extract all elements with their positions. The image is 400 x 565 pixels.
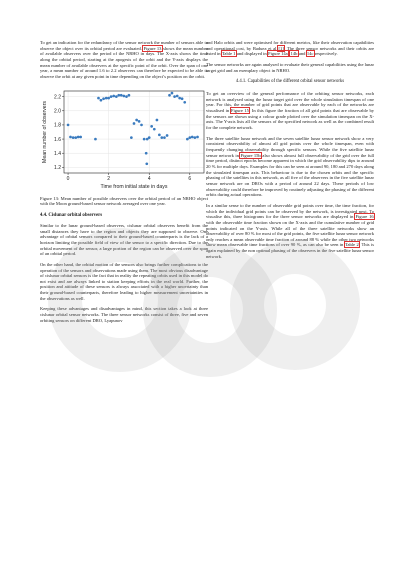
data-point — [74, 136, 77, 139]
data-point — [97, 96, 100, 99]
y-tick-label: 2.2 — [54, 93, 61, 100]
left-column — [40, 40, 208, 328]
data-point — [72, 136, 75, 139]
y-axis-label: Mean number of observers — [42, 100, 48, 163]
paragraph: On the other hand, the orbital motion of the sensors also brings further complications to the operation of the sensors and observations made using them. The most obvious disadvantage of cislunar orbital sensors is the fact that in reality the repeating orbits used in this model do not exist and are always linked to station keeping efforts in the real world. Further, the position and attitude of these sensors is always associated with a higher uncertainty than their ground-based counterparts, therefore leading to higher measurement uncertainties in the observations as well. — [40, 261, 208, 301]
text: , — [287, 51, 290, 57]
data-point — [183, 101, 186, 104]
right-column — [206, 40, 374, 264]
text: . In this figure the fraction of all grid points that are observable by the sensors are shown using a colour grade plotted over the simulation timespan on the X-axis. The Y-axis lists all the sensors of the specified network as well as the combined result for the complete network. — [206, 108, 375, 131]
figure-reference-link[interactable]: Figure 14a — [268, 51, 288, 57]
section-heading: 4.4. Cislunar orbital observers — [40, 212, 103, 218]
paragraph — [40, 40, 208, 80]
figure-caption: Figure 13: Mean number of possible observers over the orbital period of an NRHO object with the Moon ground-based sensor network averaged over one year. — [40, 195, 208, 207]
text: respectively. — [314, 51, 338, 57]
data-point — [105, 96, 108, 99]
y-tick-label: 1.2 — [54, 164, 61, 171]
data-point — [160, 136, 163, 139]
paragraph: The sensor networks are again analysed to evaluate their general capabilities using the lunar target grid and an exemplary object in NRHO. — [206, 61, 374, 73]
observers-scatter-chart — [40, 85, 208, 193]
plot-frame — [64, 91, 204, 173]
text: and Halo orbits and were optimised for different metrics, like their observation capabilities and operational cost, by Baduea et al — [206, 40, 374, 51]
data-point — [178, 96, 181, 99]
figure-reference-link[interactable]: 14c — [306, 51, 314, 57]
data-point — [153, 127, 156, 130]
text: The three satellite lunar network and the seven satellite lunar sensor network show a very consistent observability of almost all grid points over the whole timespan, even with frequently changing observability through specific sensors. While the five satellite lunar sensor network in — [206, 135, 374, 158]
data-point — [100, 98, 103, 101]
data-point — [191, 135, 194, 138]
data-point — [143, 137, 146, 140]
table-reference-link[interactable]: Table 1 — [221, 51, 236, 57]
data-point — [140, 123, 143, 126]
text: and displayed in — [236, 51, 267, 57]
data-point — [188, 136, 191, 139]
data-point — [186, 137, 189, 140]
data-point — [94, 137, 97, 140]
data-point — [181, 97, 184, 100]
data-point — [166, 134, 169, 137]
figure-reference-link[interactable]: 14b — [290, 51, 298, 57]
y-tick-label: 1.6 — [54, 136, 61, 143]
data-point — [69, 135, 72, 138]
y-tick-label: 2.0 — [54, 108, 61, 115]
data-point — [171, 91, 174, 94]
x-tick-label: 6 — [188, 175, 192, 182]
paragraph — [206, 203, 374, 260]
subsection-heading: 4.4.1. Capabilities of the different orbital sensor networks — [235, 79, 345, 85]
paragraph: Similar to the lunar ground-based observers, cislunar orbital observers benefit from the small distances they have to the region and objects they are supposed to observe. One advantage of orbital sensors compared to their ground-based counterparts is the lack of a horizon limiting the possible field of view of the sensor to a specific direction. Due to the orbital movement of the sensor, a large portion of the region can be observed over the span of an orbital period. — [40, 222, 208, 257]
data-point — [150, 125, 153, 128]
x-tick-label: 4 — [147, 175, 151, 182]
text: with the observable time fraction shown on the X-axis and the cumulative number of grid points indicated on the Y-axis. While all of the three satellite networks show an observability of over 80 % for most of the grid points, the five satellite lunar sensor network only reaches a mean observable time fraction of around 88 % while the other two networks show mean observable time fractions of over 90 %, as can also be seen in — [206, 219, 374, 248]
data-point — [145, 162, 148, 165]
data-point — [110, 95, 113, 98]
paragraph — [206, 40, 374, 57]
data-point — [123, 94, 126, 97]
figure-13 — [40, 85, 208, 193]
text: To get an overview of the general performance of the orbiting sensor networks, each network is analysed using the lunar target grid over the whole simulation timespan of one year. For this, the number of grid points that are observable by each of the networks are visualised in — [206, 91, 374, 114]
data-point — [194, 136, 197, 139]
data-point — [77, 135, 80, 138]
text: To get an indication for the redundancy of the sensor network the number of sensors able to observe the object over its orbital period are evaluated. — [40, 40, 208, 51]
data-point — [148, 136, 151, 139]
data-point — [138, 120, 141, 123]
table-reference-link[interactable]: Table 2 — [345, 242, 359, 248]
data-point — [196, 135, 199, 138]
data-point — [107, 96, 110, 99]
data-point — [163, 136, 166, 139]
paragraph — [206, 91, 374, 131]
data-point — [67, 123, 70, 126]
y-tick-label: 1.4 — [54, 150, 61, 157]
data-point — [120, 93, 123, 96]
data-point — [125, 95, 128, 98]
data-point — [130, 136, 133, 139]
paragraph — [206, 136, 374, 198]
figure-reference-link[interactable]: Figure 15 — [231, 108, 249, 114]
data-point — [112, 94, 115, 97]
text: shows the mean number of available observers over the period of the NRHO in days. The X-axis shows the time along the orbital period, starting at the apogesis of the orbit and the Y-axis displays the mean number of available observers at the specific point of the orbit. Over the span of one year, a mean number of around 1.6 to 2.2 observers can therefore be expected to be able to observe the orbit at any given point in time depending on the object’s position on the orbit. — [40, 45, 209, 79]
text: . The three sensor networks and their orbits are listed in — [206, 45, 375, 57]
data-point — [133, 122, 136, 125]
data-point — [128, 93, 131, 96]
data-point — [158, 133, 161, 136]
data-point — [176, 94, 179, 97]
y-tick-label: 1.8 — [54, 122, 61, 129]
citation-link[interactable]: [1] — [278, 45, 284, 51]
x-tick-label: 2 — [107, 175, 111, 182]
data-point — [168, 93, 171, 96]
text: . This is again explained by the non optimal phasing of the observers in the five satellite lunar sensor network. — [206, 242, 374, 259]
data-point — [156, 118, 159, 121]
paragraph: Keeping these advantages and disadvantages in mind, this section takes a look at three cislunar orbital sensor networks. The three sensor networks consist of three, five and seven orbiting sensors on different DRO, Lyapunov — [40, 306, 208, 323]
data-point — [102, 97, 105, 100]
text: and — [298, 51, 306, 57]
figure-reference-link[interactable]: Figure 15b — [240, 152, 261, 158]
x-tick-label: 0 — [66, 175, 70, 182]
figure-reference-link[interactable]: Figure 13 — [143, 45, 162, 51]
data-point — [79, 135, 82, 138]
data-point — [173, 95, 176, 98]
data-point — [117, 93, 120, 96]
x-axis-label: Time from initial state in days — [100, 183, 168, 190]
data-point — [115, 95, 118, 98]
figure-reference-link[interactable]: Figure 16 — [355, 214, 374, 220]
data-point — [145, 151, 148, 154]
text: In a similar sense to the number of observable grid points over time, the time fraction, for which the individual grid points can be observed by the network, is investigated next. To visualise this, three histograms for the three sensor networks are displayed in — [206, 202, 374, 220]
data-point — [135, 118, 138, 121]
text: also shows almost full observability of the grid over the full time period, distinct epochs become apparent in which the grid observability dips to around 20 % for multiple days. Examples for this can be seen at around 90, 180 and 270 days along the simulated timespan axis. This behaviour is due to the chosen orbits and the specific phasing of the satellites in this network, as all five of the observers in the five satellite lunar sensor network are on DROs with a period of around 22 days. These periods of low observability could therefore be improved by routinely adjusting the phasing of the different orbits during actual operations. — [206, 152, 375, 198]
